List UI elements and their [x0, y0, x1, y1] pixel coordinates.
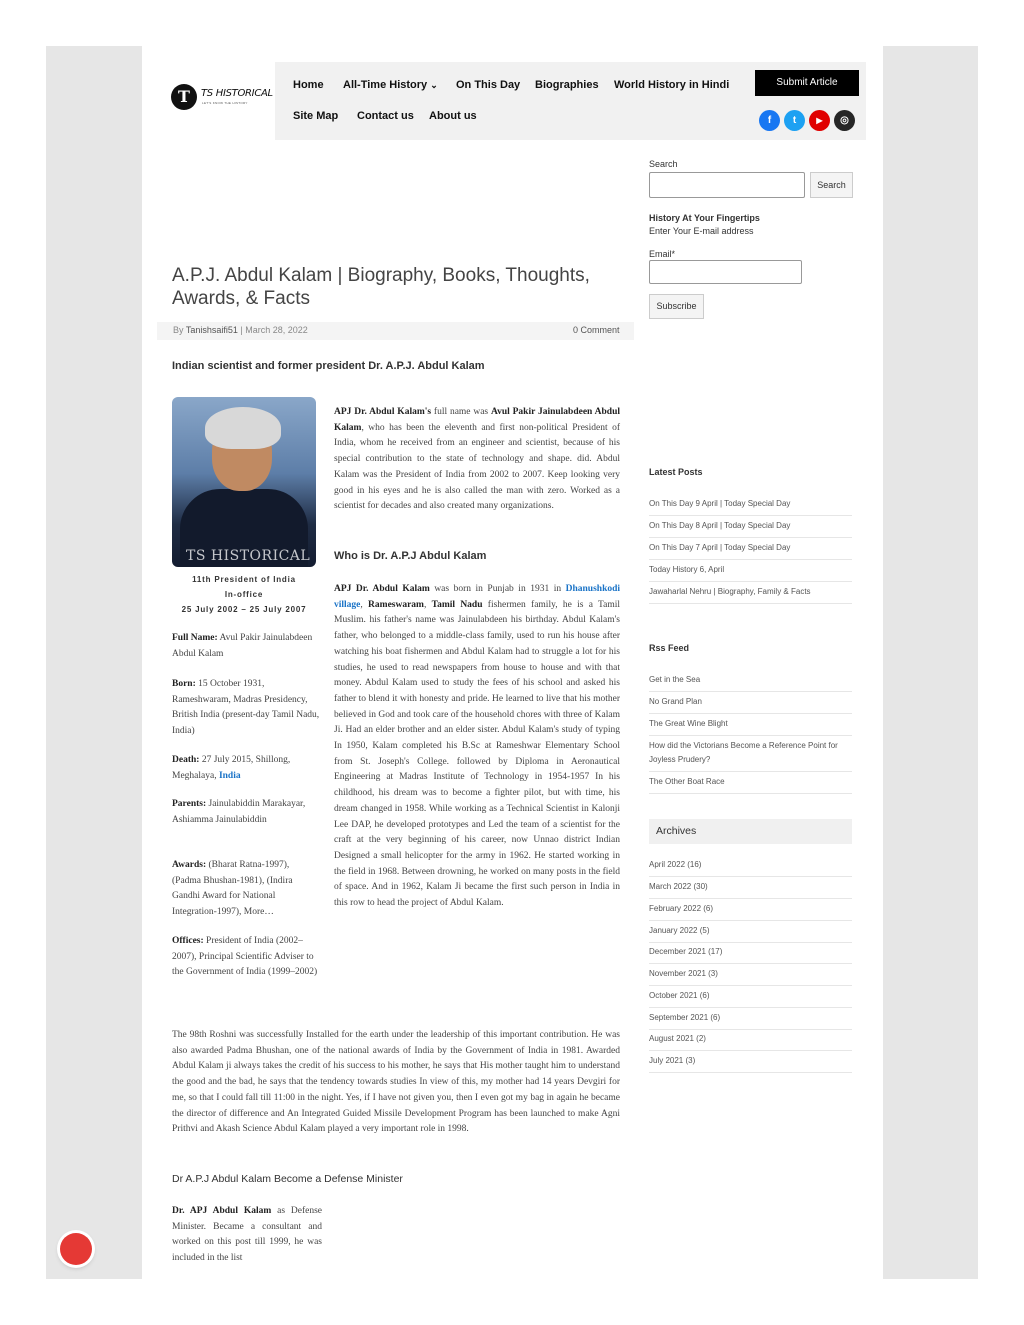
- nav-biographies[interactable]: Biographies: [535, 79, 599, 91]
- post-date: March 28, 2022: [245, 325, 308, 335]
- submit-article-button[interactable]: Submit Article: [755, 70, 859, 96]
- archive-item[interactable]: February 2022 (6): [649, 902, 852, 921]
- paragraph-intro: APJ Dr. Abdul Kalam's full name was Avul Pakir Jainulabdeen Abdul Kalam, who has been the eleventh and first non-political President of India, whom he received from an engineer and scientist, because of his special contribution to the state of technology and shape. did. Abdul Kalam was the President of India from 2002 to 2007. Keep looking very good in his eyes and he is also called the man with zero. Worked as a scientist for decades and also created many organizations.: [334, 407, 620, 512]
- rss-item[interactable]: The Great Wine Blight: [649, 717, 852, 736]
- heading-who-is: Who is Dr. A.P.J Abdul Kalam: [334, 550, 487, 562]
- rss-item[interactable]: The Other Boat Race: [649, 775, 852, 794]
- instagram-icon[interactable]: ◎: [834, 110, 855, 131]
- meta-separator: |: [240, 325, 243, 335]
- newsletter-title: History At Your Fingertips: [649, 213, 760, 223]
- archives-title: Archives: [649, 819, 852, 844]
- caption-term: 25 July 2002 – 25 July 2007: [181, 605, 307, 614]
- site-name[interactable]: TS HISTORICAL: [201, 88, 273, 99]
- rss-item[interactable]: How did the Victorians Become a Reference Point for Joyless Prudery?: [649, 739, 852, 772]
- info-awards: Awards: (Bharat Ratna-1997), (Padma Bhushan-1981), (Indira Gandhi Award for National Integration-1997), More…: [172, 860, 293, 917]
- heading-defense-minister: Dr A.P.J Abdul Kalam Become a Defense Minister: [172, 1173, 403, 1185]
- latest-post-item[interactable]: Jawaharlal Nehru | Biography, Family & Facts: [649, 585, 852, 604]
- dhanushkodi-link[interactable]: Dhanushkodi village: [334, 584, 621, 610]
- paragraph-career: The 98th Roshni was successfully Installed for the earth under the leadership of this important contribution. He was also awarded Padma Bhushan, one of the national awards of India by the Government of India in 1981. Awarded Abdul Kalam ji always takes the credit of his success to his mother, he says that His mother taught him to understand the good and the bad, he says that the tendency towards studies In view of this, my mother had 14 years Devgiri for me, so that I could fall till 11:00 in the night. Yes, if I have not given you, then I even got my bag in again he became the director of difference and An Integrated Guided Missile Development Program has been launched to make Agni Prithvi and Akash Science Abdul Kalam played a very important role in 1998.: [172, 1030, 620, 1135]
- rss-item[interactable]: Get in the Sea: [649, 673, 852, 692]
- nav-world-history-hindi[interactable]: World History in Hindi: [614, 79, 730, 91]
- search-input[interactable]: [649, 172, 805, 198]
- archive-item[interactable]: July 2021 (3): [649, 1054, 852, 1073]
- comments-link[interactable]: 0 Comment: [573, 325, 620, 335]
- latest-post-item[interactable]: On This Day 8 April | Today Special Day: [649, 519, 852, 538]
- latest-post-item[interactable]: Today History 6, April: [649, 563, 852, 582]
- archive-item[interactable]: April 2022 (16): [649, 858, 852, 877]
- latest-post-item[interactable]: On This Day 7 April | Today Special Day: [649, 541, 852, 560]
- article-subtitle: Indian scientist and former president Dr. A.P.J. Abdul Kalam: [172, 360, 485, 372]
- info-fullname: Full Name: Avul Pakir Jainulabdeen Abdul Kalam: [172, 633, 313, 659]
- india-link[interactable]: India: [218, 770, 241, 781]
- site-tagline: LET'S KNOW THE HISTORY: [202, 101, 248, 105]
- photo-watermark: TS HISTORICAL: [186, 548, 311, 564]
- nav-contact[interactable]: Contact us: [357, 110, 414, 122]
- info-born: Born: 15 October 1931, Rameshwaram, Madras Presidency, British India (present-day Tamil Nadu, India): [172, 679, 320, 736]
- chevron-down-icon: ⌄: [430, 80, 438, 90]
- archive-item[interactable]: March 2022 (30): [649, 880, 852, 899]
- search-label: Search: [649, 159, 678, 169]
- latest-posts-title: Latest Posts: [649, 467, 703, 477]
- nav-home[interactable]: Home: [293, 79, 324, 91]
- paragraph-defense: Dr. APJ Abdul Kalam as Defense Minister. Became a consultant and worked on this post till 1999, he was included in the list: [172, 1206, 322, 1264]
- rss-item[interactable]: No Grand Plan: [649, 695, 852, 714]
- latest-post-item[interactable]: On This Day 9 April | Today Special Day: [649, 497, 852, 516]
- article-meta: [173, 325, 308, 335]
- nav-site-map[interactable]: Site Map: [293, 110, 339, 122]
- article-title: A.P.J. Abdul Kalam | Biography, Books, Thoughts, Awards, & Facts: [172, 265, 590, 309]
- caption-in-office: In-office: [224, 590, 264, 599]
- paragraph-early-life: APJ Dr. Abdul Kalam was born in Punjab in 1931 in Dhanushkodi village, Rameswaram, Tamil Nadu fishermen family, he is a Tamil Muslim. his father's name was Jainulabdeen his birthday. Abdul Kalam's father, who belonged to a middle-class family, used to run his house after watching his boat fishermen and Abdul Kalam had to struggle a lot for his studies, he used to read newspapers from house to house and with that money. Abdul Kalam used to study the fees of his school and asked his father to blend it with honesty and pride. He learned to live that his mother believed in God and took care of the household chores with three of Kalam Ji. Had an elder brother and an elder sister. Abdul Kalam's study of typing In 1950, Kalam completed his B.Sc at Rameshwar Elementary School from St. Joseph's College. followed by Diploma in Aeronautical Engineering at Madras Institute of Technology in 1954-1957 In his childhood, his dream was to become a fighter pilot, but with time, his dream changed in 1958. While working as a Technical Scientist in Kalonji Lee DAP, he developed prototypes and Led the team of a scientist for the craft at the very beginning of his career, now Unnao district Indian Designed a small helicopter for the army in 1962. He started working in the field in 1968. Between drowning, he worked on many posts in the field of space. And in 1962, Kalam Ji became the first such person in India in this row to head the project of Abdul Kalam.: [334, 584, 621, 909]
- caption-position: 11th President of India: [192, 575, 296, 584]
- archive-item[interactable]: August 2021 (2): [649, 1032, 852, 1051]
- info-parents: Parents: Jainulabiddin Marakayar, Ashiamma Jainulabiddin: [172, 799, 306, 825]
- nav-all-time-history[interactable]: [343, 79, 438, 91]
- author-link[interactable]: Tanishsaifi51: [185, 325, 238, 335]
- archive-item[interactable]: December 2021 (17): [649, 945, 852, 964]
- nav-on-this-day[interactable]: On This Day: [456, 79, 521, 91]
- info-offices: Offices: President of India (2002–2007), Principal Scientific Adviser to the Government of India (1999–2002): [172, 936, 318, 977]
- twitter-icon[interactable]: t: [784, 110, 805, 131]
- newsletter-subtitle: Enter Your E-mail address: [649, 226, 754, 236]
- logo-icon[interactable]: T: [171, 84, 197, 110]
- archive-item[interactable]: September 2021 (6): [649, 1011, 852, 1030]
- email-field[interactable]: [649, 260, 802, 284]
- archive-item[interactable]: November 2021 (3): [649, 967, 852, 986]
- youtube-icon[interactable]: ▶: [809, 110, 830, 131]
- email-label: Email*: [649, 249, 676, 259]
- portrait-image: [172, 397, 316, 567]
- info-death: Death: 27 July 2015, Shillong, Meghalaya, India: [172, 755, 291, 781]
- search-button[interactable]: Search: [810, 172, 853, 198]
- archive-item[interactable]: October 2021 (6): [649, 989, 852, 1008]
- nav-all-time-history-label: All-Time History: [343, 79, 428, 91]
- archive-item[interactable]: January 2022 (5): [649, 924, 852, 943]
- facebook-icon[interactable]: f: [759, 110, 780, 131]
- meta-by: By: [173, 325, 184, 335]
- notification-bell-icon[interactable]: [60, 1233, 92, 1265]
- subscribe-button[interactable]: Subscribe: [649, 294, 704, 319]
- rss-feed-title: Rss Feed: [649, 643, 690, 653]
- nav-about[interactable]: About us: [429, 110, 477, 122]
